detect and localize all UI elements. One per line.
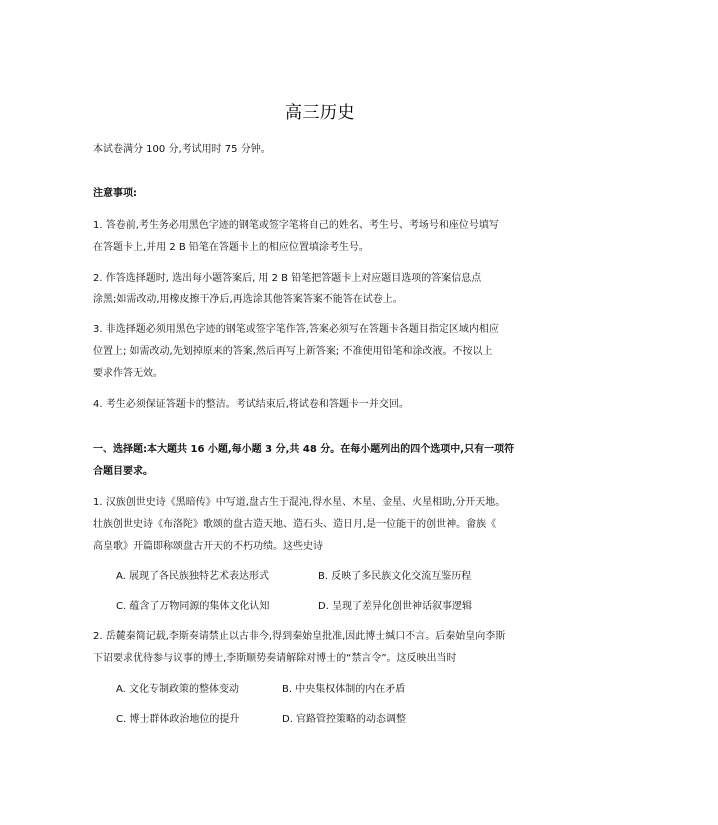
notice-line: 位置上; 如需改动,先划掉原来的答案,然后再写上新答案; 不准使用铅笔和涂改液。不按以上 (93, 346, 493, 357)
notice-line: 1. 答卷前,考生务必用黑色字迹的钢笔或签字笔将自己的姓名、考生号、考场号和座位号填写 (93, 220, 499, 231)
section-heading: 一、选择题:本大题共 16 小题,每小题 3 分,共 48 分。在每小题列出的四个选项中,只有一项符 (93, 444, 515, 455)
exam-intro: 本试卷满分 100 分,考试用时 75 分钟。 (93, 144, 271, 155)
section-heading: 合题目要求。 (93, 466, 153, 477)
question-2-option-c: C. 博士群体政治地位的提升 (116, 714, 240, 725)
notice-heading: 注意事项: (93, 188, 137, 199)
notice-line: 在答题卡上,并用 2 B 铅笔在答题卡上的相应位置填涂考生号。 (93, 242, 369, 253)
question-1-stem: 壮族创世史诗《布洛陀》歌颂的盘古造天地、造石头、造日月,是一位能干的创世神。畲族《 (93, 519, 497, 530)
notice-line: 4. 考生必须保证答题卡的整洁。考试结束后,将试卷和答题卡一并交回。 (93, 399, 409, 410)
question-2-option-a: A. 文化专制政策的整体变动 (116, 684, 240, 695)
question-2-stem: 2. 岳麓秦简记载,李斯奏请禁止以古非今,得到秦始皇批准,因此博士缄口不言。后秦始皇向李斯 (93, 631, 506, 642)
notice-line: 2. 作答选择题时, 选出每小题答案后, 用 2 B 铅笔把答题卡上对应题目选项的答案信息点 (93, 273, 482, 284)
notice-line: 要求作答无效。 (93, 368, 163, 379)
question-2-stem: 下诏要求优待参与议事的博士,李斯顺势奏请解除对博士的“禁言令”。这反映出当时 (93, 653, 457, 664)
notice-line: 3. 非选择题必须用黑色字迹的钢笔或签字笔作答,答案必须写在答题卡各题目指定区域内相应 (93, 324, 499, 335)
question-1-option-a: A. 展现了各民族独特艺术表达形式 (116, 571, 270, 582)
question-1-option-c: C. 蕴含了万物同源的集体文化认知 (116, 601, 270, 612)
question-1-stem: 1. 汉族创世史诗《黑暗传》中写道,盘古生于混沌,得水星、木星、金星、火星相助,分开天地。 (93, 497, 506, 508)
question-1-option-d: D. 呈现了差异化创世神话叙事逻辑 (318, 601, 473, 612)
question-1-stem: 高皇歌》开篇即称颂盘古开天的不朽功绩。这些史诗 (93, 541, 323, 552)
question-2-option-d: D. 官路管控策略的动态调整 (282, 714, 407, 725)
notice-line: 涂黑;如需改动,用橡皮擦干净后,再选涂其他答案答案不能答在试卷上。 (93, 294, 403, 305)
question-2-option-b: B. 中央集权体制的内在矛盾 (282, 684, 406, 695)
question-1-option-b: B. 反映了多民族文化交流互鉴历程 (318, 571, 472, 582)
page-title: 高三历史 (285, 103, 355, 123)
